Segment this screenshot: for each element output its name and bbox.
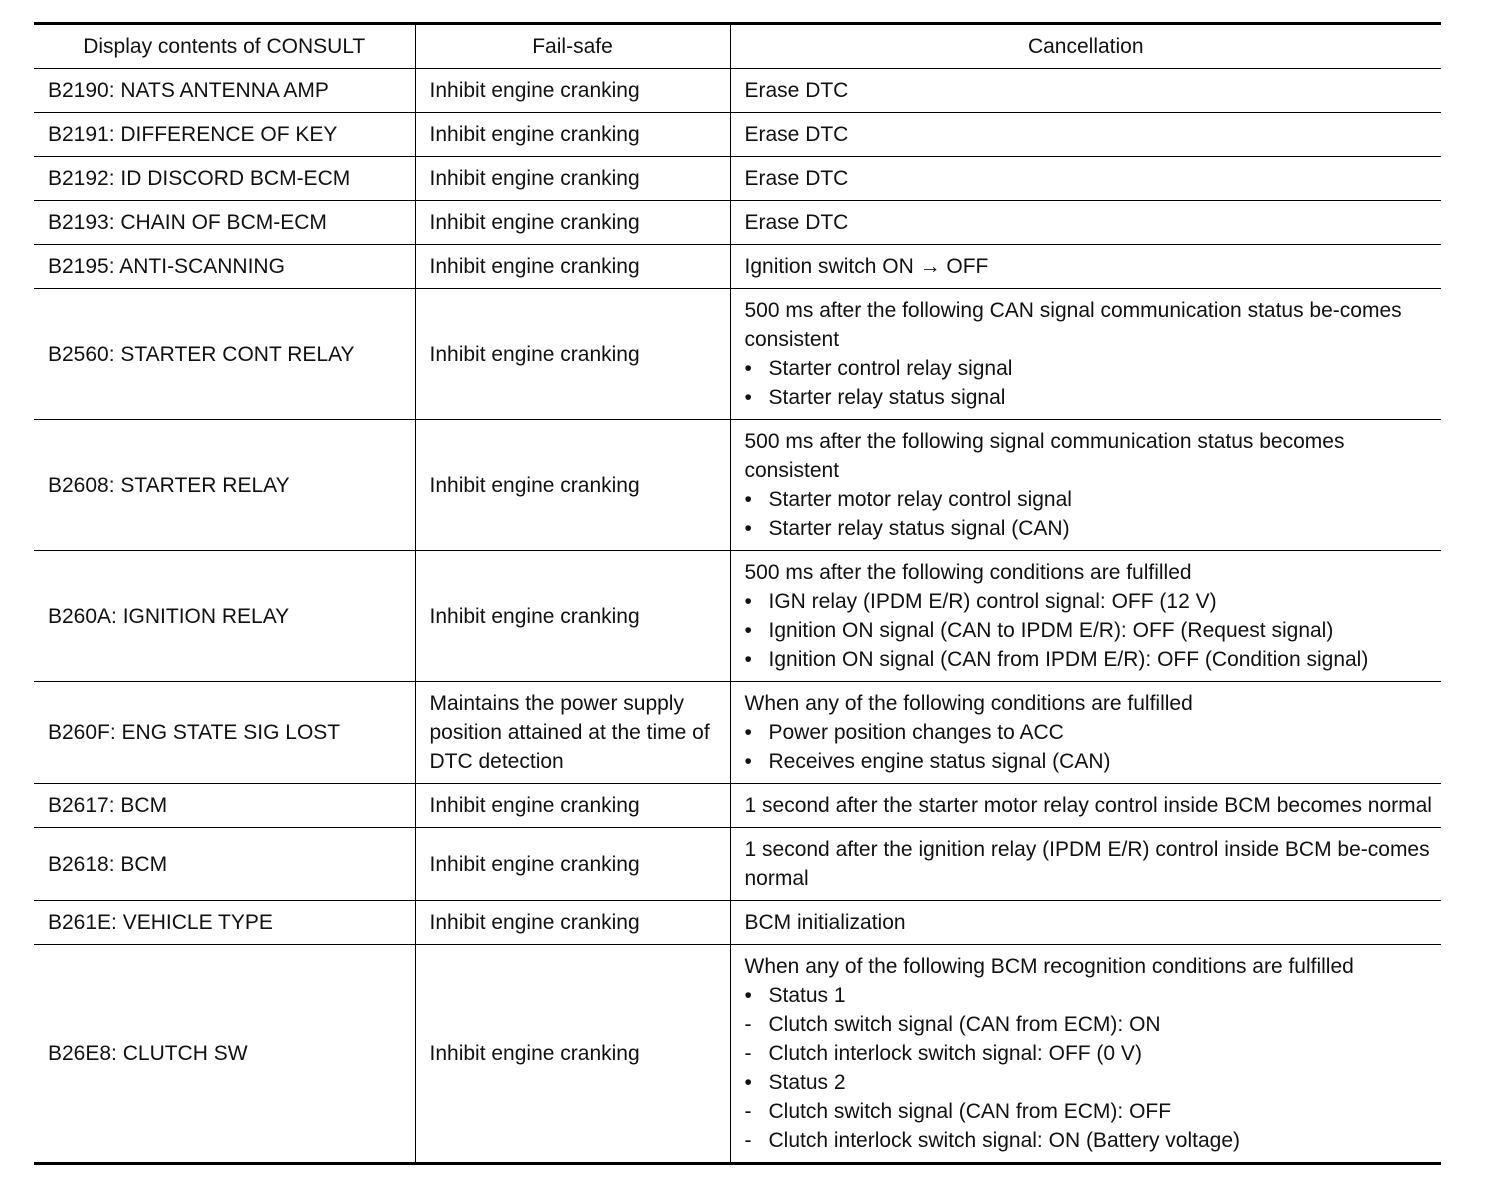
condition-list-item (745, 1010, 1434, 1039)
cancellation-cell (730, 245, 1441, 289)
condition-list-item (745, 747, 1434, 776)
condition-text: Ignition ON signal (CAN from IPDM E/R): OFF (Condition signal) (768, 648, 1369, 671)
dtc-display-cell: B2192: ID DISCORD BCM-ECM (34, 157, 415, 201)
table-row (34, 201, 1441, 245)
fail-safe-cell: Inhibit engine cranking (415, 945, 730, 1164)
bullet-icon: • (744, 984, 752, 1007)
cancellation-text: Ignition switch ON → OFF (744, 255, 989, 278)
dtc-display-cell: B26E8: CLUTCH SW (34, 945, 415, 1164)
bullet-icon: • (744, 590, 752, 613)
condition-list-item (745, 616, 1434, 645)
cancellation-text: 500 ms after the following signal communication status becomes consistent (744, 430, 1345, 482)
fail-safe-cell: Inhibit engine cranking (415, 551, 730, 682)
fail-safe-cell: Inhibit engine cranking (415, 157, 730, 201)
cancellation-cell (730, 784, 1441, 828)
dtc-display-cell: B2190: NATS ANTENNA AMP (34, 69, 415, 113)
bullet-icon: • (744, 357, 752, 380)
condition-list-item (745, 1039, 1434, 1068)
condition-list-item (745, 1126, 1434, 1155)
cancellation-text: Erase DTC (744, 211, 849, 234)
header-fail-safe: Fail-safe (415, 24, 730, 69)
dtc-display-cell: B2191: DIFFERENCE OF KEY (34, 113, 415, 157)
dash-icon: - (744, 1129, 752, 1152)
bullet-icon: • (744, 721, 752, 744)
dtc-display-cell: B2193: CHAIN OF BCM-ECM (34, 201, 415, 245)
dash-icon: - (744, 1042, 752, 1065)
condition-text: Status 2 (768, 1071, 846, 1094)
fail-safe-cell: Maintains the power supply position attained at the time of DTC detection (415, 682, 730, 784)
dtc-failsafe-table (34, 22, 1441, 1165)
cancellation-text: 500 ms after the following conditions are fulfilled (744, 561, 1192, 584)
condition-text: Power position changes to ACC (768, 721, 1064, 744)
cancellation-cell (730, 420, 1441, 551)
condition-list-item (745, 514, 1434, 543)
fail-safe-cell: Inhibit engine cranking (415, 113, 730, 157)
table-row (34, 682, 1441, 784)
cancellation-text: 1 second after the starter motor relay control inside BCM becomes normal (744, 794, 1432, 817)
cancellation-text: BCM initialization (744, 911, 906, 934)
bullet-icon: • (744, 1071, 752, 1094)
cancellation-cell (730, 551, 1441, 682)
condition-list-item (745, 587, 1434, 616)
fail-safe-cell: Inhibit engine cranking (415, 69, 730, 113)
condition-list-item (745, 485, 1434, 514)
header-display-contents: Display contents of CONSULT (34, 24, 415, 69)
bullet-icon: • (744, 750, 752, 773)
fail-safe-cell: Inhibit engine cranking (415, 245, 730, 289)
cancellation-cell (730, 828, 1441, 901)
condition-text: Clutch switch signal (CAN from ECM): OFF (768, 1100, 1172, 1123)
table-row (34, 157, 1441, 201)
table-row (34, 289, 1441, 420)
cancellation-text: When any of the following BCM recognition conditions are fulfilled (744, 955, 1354, 978)
condition-text: IGN relay (IPDM E/R) control signal: OFF (12 V) (768, 590, 1217, 613)
table-row (34, 784, 1441, 828)
condition-text: Status 1 (768, 984, 846, 1007)
cancellation-cell (730, 682, 1441, 784)
condition-text: Ignition ON signal (CAN to IPDM E/R): OFF (Request signal) (768, 619, 1334, 642)
table-row (34, 551, 1441, 682)
condition-list-item (745, 981, 1434, 1010)
dash-icon: - (744, 1013, 752, 1036)
fail-safe-cell: Inhibit engine cranking (415, 420, 730, 551)
dtc-display-cell: B2195: ANTI-SCANNING (34, 245, 415, 289)
dtc-display-cell: B260F: ENG STATE SIG LOST (34, 682, 415, 784)
cancellation-cell (730, 945, 1441, 1164)
dtc-display-cell: B2618: BCM (34, 828, 415, 901)
cancellation-text: 500 ms after the following CAN signal communication status be-comes consistent (744, 299, 1402, 351)
cancellation-text: When any of the following conditions are fulfilled (744, 692, 1193, 715)
cancellation-cell (730, 901, 1441, 945)
cancellation-cell (730, 69, 1441, 113)
table-row (34, 945, 1441, 1164)
dtc-display-cell: B2560: STARTER CONT RELAY (34, 289, 415, 420)
table-row (34, 828, 1441, 901)
cancellation-cell (730, 289, 1441, 420)
table-row (34, 69, 1441, 113)
cancellation-text: Erase DTC (744, 167, 849, 190)
header-cancellation: Cancellation (730, 24, 1441, 69)
dash-icon: - (744, 1100, 752, 1123)
fail-safe-cell: Inhibit engine cranking (415, 201, 730, 245)
condition-text: Starter control relay signal (768, 357, 1013, 380)
cancellation-cell (730, 201, 1441, 245)
fail-safe-cell: Inhibit engine cranking (415, 289, 730, 420)
table-row (34, 245, 1441, 289)
condition-list-item (745, 1068, 1434, 1097)
condition-text: Starter relay status signal (768, 386, 1006, 409)
table-header-row (34, 24, 1441, 69)
cancellation-text: 1 second after the ignition relay (IPDM E/R) control inside BCM be-comes normal (744, 838, 1430, 890)
condition-text: Receives engine status signal (CAN) (768, 750, 1111, 773)
bullet-icon: • (744, 488, 752, 511)
condition-list-item (745, 718, 1434, 747)
bullet-icon: • (744, 648, 752, 671)
cancellation-cell (730, 113, 1441, 157)
fail-safe-cell: Inhibit engine cranking (415, 828, 730, 901)
condition-text: Clutch switch signal (CAN from ECM): ON (768, 1013, 1161, 1036)
dtc-display-cell: B2608: STARTER RELAY (34, 420, 415, 551)
condition-text: Clutch interlock switch signal: OFF (0 V) (768, 1042, 1142, 1065)
condition-text: Starter motor relay control signal (768, 488, 1072, 511)
fail-safe-cell: Inhibit engine cranking (415, 901, 730, 945)
table-row (34, 113, 1441, 157)
condition-list-item (745, 1097, 1434, 1126)
table-row (34, 901, 1441, 945)
dtc-display-cell: B261E: VEHICLE TYPE (34, 901, 415, 945)
cancellation-text: Erase DTC (744, 79, 849, 102)
condition-list-item (745, 354, 1434, 383)
fail-safe-cell: Inhibit engine cranking (415, 784, 730, 828)
condition-list-item (745, 383, 1434, 412)
dtc-display-cell: B260A: IGNITION RELAY (34, 551, 415, 682)
condition-text: Starter relay status signal (CAN) (768, 517, 1070, 540)
condition-list-item (745, 645, 1434, 674)
cancellation-cell (730, 157, 1441, 201)
condition-text: Clutch interlock switch signal: ON (Battery voltage) (768, 1129, 1241, 1152)
bullet-icon: • (744, 386, 752, 409)
bullet-icon: • (744, 517, 752, 540)
bullet-icon: • (744, 619, 752, 642)
table-row (34, 420, 1441, 551)
cancellation-text: Erase DTC (744, 123, 849, 146)
dtc-display-cell: B2617: BCM (34, 784, 415, 828)
